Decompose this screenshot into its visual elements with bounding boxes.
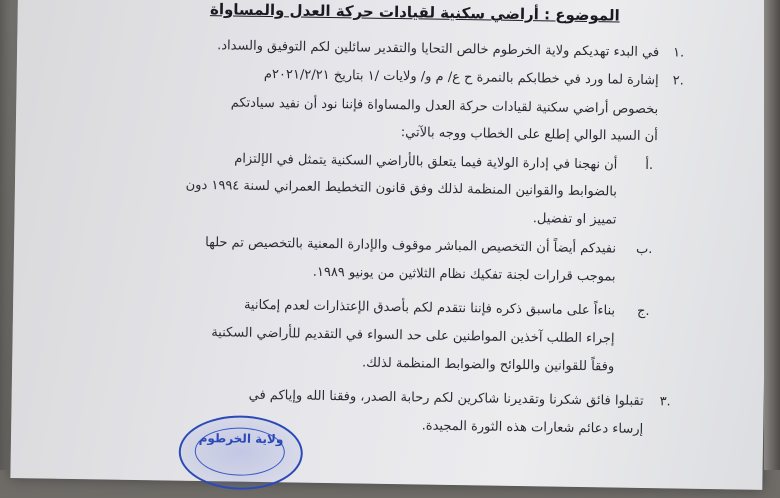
- item-3-line-1: تقبلوا فائق شكرنا وتقديرنا شاكرين لكم رحابة الصدر، وفقنا الله وإياكم في: [248, 387, 644, 409]
- item-b-line-2: بموجب قرارات لجنة تفكيك نظام الثلاثين من يونيو ١٩٨٩.: [312, 264, 616, 285]
- item-a-line-3: تمييز او تفضيل.: [532, 211, 617, 228]
- item-c-line-2: إجراء الطلب آخذين المواطنين على حد السواء في التقديم للأراضي السكنية: [211, 325, 615, 347]
- item-2-line-3: أن السيد الوالي إطلع على الخطاب ووجه بالآتي:: [400, 125, 658, 145]
- item-c-line-1: بناءاً على ماسبق ذكره فإننا نتقدم لكم بأصدق الإعتذارات لعدم إمكانية: [243, 297, 616, 319]
- item-number-b: ب.: [635, 241, 653, 258]
- letter-page: [10, 0, 770, 490]
- item-3-line-2: إرساء دعائم شعارات هذه الثورة المجيدة.: [421, 418, 644, 437]
- item-number-c: ج.: [636, 303, 650, 320]
- item-2-line-1: إشارة لما ورد في خطابكم بالنمرة ح ع/ م و/ ولايات /١ بتاريخ ٢٠٢١/٢/٢١م: [263, 66, 659, 89]
- item-number-a: أ.: [645, 157, 654, 174]
- background-right: [764, 0, 780, 470]
- item-c-line-3: وفقاً للقوانين واللوائح والضوابط المنظمة لذلك.: [361, 355, 615, 375]
- subject-line: الموضوع : أراضي سكنية لقيادات حركة العدل والمساواة: [209, 0, 620, 25]
- item-number-2: ٢.: [672, 73, 684, 89]
- item-a-line-1: أن نهجنا في إدارة الولاية فيما يتعلق بالأراضي السكنية يتمثل في الإلتزام: [234, 151, 618, 173]
- item-number-1: ١.: [672, 45, 685, 61]
- item-1-line-1: في البدء تهديكم ولاية الخرطوم خالص التحايا والتقدير سائلين لكم التوفيق والسداد.: [217, 38, 660, 61]
- item-number-3: ٣.: [659, 394, 671, 410]
- item-a-line-2: بالضوابط والقوانين المنظمة لذلك وفق قانون التخطيط العمراني لسنة ١٩٩٤ دون: [185, 177, 618, 200]
- official-stamp: [178, 415, 303, 491]
- stamp-text: ولاية الخرطوم: [198, 430, 284, 447]
- item-2-line-2: بخصوص أراضي سكنية لقيادات حركة العدل والمساواة فإننا نود أن نفيد سيادتكم: [230, 95, 659, 118]
- item-b-line-1: نفيدكم أيضاً أن التخصيص المباشر موقوف والإدارة المعنية بالتخصيص تم حلها: [205, 235, 617, 257]
